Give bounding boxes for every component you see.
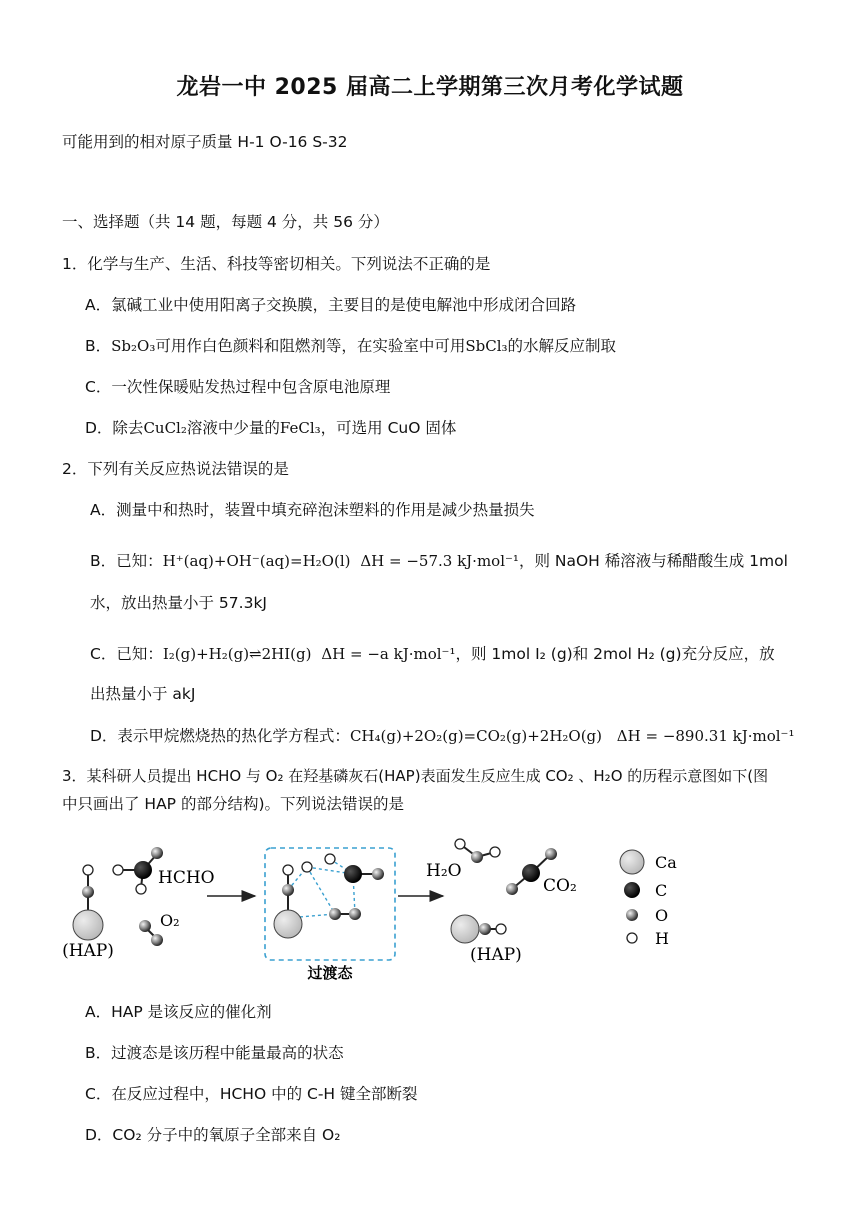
legend-h-label: H: [655, 929, 669, 948]
q1-option-d: [85, 416, 456, 438]
q1-d-middle: 溶液中少量的: [186, 419, 280, 437]
hap-right-group: [451, 915, 522, 965]
o-atom: [151, 934, 163, 946]
legend-ca-symbol: [620, 850, 644, 874]
o-atom: [372, 868, 384, 880]
h-atom: [136, 884, 146, 894]
q3-option-b: B．过渡态是该历程中能量最高的状态: [85, 1044, 344, 1062]
atomic-masses: 可能用到的相对原子质量 H-1 O-16 S-32: [62, 133, 348, 151]
h-atom: [455, 839, 465, 849]
q1-option-b: [85, 334, 616, 356]
ca-atom: [274, 910, 302, 938]
o-atom: [349, 908, 361, 920]
transition-state: [265, 848, 395, 982]
h-atom: [496, 924, 506, 934]
legend-c-symbol: [624, 882, 640, 898]
hcho-molecule: [113, 847, 215, 894]
o2-label: O₂: [160, 911, 180, 930]
o-atom: [471, 851, 483, 863]
q2-option-c: [90, 642, 775, 664]
h-atom: [325, 854, 335, 864]
q2-b-equation: H⁺(aq)+OH⁻(aq)=H₂O(l): [162, 552, 351, 570]
hap-left-label: (HAP): [62, 941, 114, 961]
q2-option-b-continued: 水，放出热量小于 57.3kJ: [90, 594, 267, 612]
q3-option-d: D．CO₂ 分子中的氧原子全部来自 O₂: [85, 1126, 341, 1144]
q2-option-b: [90, 549, 788, 571]
q1-d-formula-2: FeCl₃: [279, 419, 321, 437]
q1-b-prefix: B．: [85, 337, 112, 355]
q3-option-c: C．在反应过程中，HCHO 中的 C-H 键全部断裂: [85, 1085, 418, 1103]
q1-option-a: A．氯碱工业中使用阳离子交换膜，主要目的是使电解池中形成闭合回路: [85, 296, 577, 314]
h2o-molecule: [426, 839, 500, 881]
q2-d-equation: CH₄(g)+2O₂(g)=CO₂(g)+2H₂O(g): [349, 727, 603, 745]
q1-b-formula-2: SbCl₃: [465, 337, 508, 355]
c-atom: [522, 864, 540, 882]
q2-option-d: [90, 724, 795, 746]
h-atom: [490, 847, 500, 857]
section-heading: 一、选择题（共 14 题，每题 4 分，共 56 分）: [62, 213, 389, 231]
exam-title: 龙岩一中 2025 届高二上学期第三次月考化学试题: [176, 75, 684, 100]
o-atom: [151, 847, 163, 859]
q1-d-prefix: D．除去: [85, 419, 144, 437]
hap-left-group: [62, 865, 114, 961]
c-atom: [134, 861, 152, 879]
transition-state-label: 过渡态: [307, 964, 353, 982]
o-atom: [329, 908, 341, 920]
q2-b-suffix: ，则 NaOH 稀溶液与稀醋酸生成 1mol: [518, 552, 788, 570]
q2-stem: 2．下列有关反应热说法错误的是: [62, 460, 289, 478]
hcho-label: HCHO: [158, 868, 215, 888]
h-atom: [302, 862, 312, 872]
legend: [620, 850, 677, 948]
h-atom: [283, 865, 293, 875]
transition-state-box: [265, 848, 395, 960]
o2-molecule: [139, 911, 180, 946]
o-atom: [506, 883, 518, 895]
q2-c-prefix: C．已知：: [90, 645, 163, 663]
ca-atom: [73, 910, 103, 940]
q2-b-enthalpy: ΔH = −57.3 kJ·mol⁻¹: [360, 552, 519, 570]
q3-option-a: A．HAP 是该反应的催化剂: [85, 1003, 272, 1021]
q1-option-c: C．一次性保暖贴发热过程中包含原电池原理: [85, 378, 391, 396]
legend-c-label: C: [655, 881, 668, 900]
legend-ca-label: Ca: [655, 853, 677, 872]
legend-o-symbol: [626, 909, 638, 921]
q2-c-enthalpy: ΔH = −a kJ·mol⁻¹: [321, 645, 456, 663]
q1-d-formula-1: CuCl₂: [143, 419, 187, 437]
q3-stem-line-2: 中只画出了 HAP 的部分结构)。下列说法错误的是: [62, 795, 405, 813]
q2-option-c-continued: 出热量小于 akJ: [90, 685, 196, 703]
o-atom: [545, 848, 557, 860]
h-atom: [113, 865, 123, 875]
legend-h-symbol: [627, 933, 637, 943]
o-atom: [82, 886, 94, 898]
q2-option-a: A．测量中和热时，装置中填充碎泡沫塑料的作用是减少热量损失: [90, 501, 535, 519]
q2-c-suffix: ，则 1mol I₂ (g)和 2mol H₂ (g)充分反应，放: [455, 645, 775, 663]
q1-b-formula-1: Sb₂O₃: [111, 337, 156, 355]
q2-b-prefix: B．已知：: [90, 552, 163, 570]
hap-right-label: (HAP): [470, 945, 522, 965]
q1-b-middle: 可用作白色颜料和阻燃剂等，在实验室中可用: [155, 337, 466, 355]
co2-molecule: [506, 848, 577, 896]
ca-atom: [451, 915, 479, 943]
h2o-label: H₂O: [426, 861, 462, 881]
q1-d-suffix: ，可选用 CuO 固体: [320, 419, 457, 437]
q2-d-enthalpy: ΔH = −890.31 kJ·mol⁻¹: [616, 727, 795, 745]
co2-label: CO₂: [543, 876, 577, 896]
reaction-mechanism-diagram: [55, 832, 785, 982]
o-atom: [139, 920, 151, 932]
q1-stem: 1．化学与生产、生活、科技等密切相关。下列说法不正确的是: [62, 255, 491, 273]
q2-c-equation: I₂(g)+H₂(g)⇌2HI(g): [162, 645, 312, 663]
legend-o-label: O: [655, 906, 669, 925]
c-atom: [344, 865, 362, 883]
o-atom: [282, 884, 294, 896]
q3-stem-line-1: 3．某科研人员提出 HCHO 与 O₂ 在羟基磷灰石(HAP)表面发生反应生成 CO₂ 、H₂O 的历程示意图如下(图: [62, 767, 769, 785]
q2-d-prefix: D．表示甲烷燃烧热的热化学方程式：: [90, 727, 350, 745]
h-atom: [83, 865, 93, 875]
q1-b-suffix: 的水解反应制取: [507, 337, 617, 355]
o-atom: [479, 923, 491, 935]
